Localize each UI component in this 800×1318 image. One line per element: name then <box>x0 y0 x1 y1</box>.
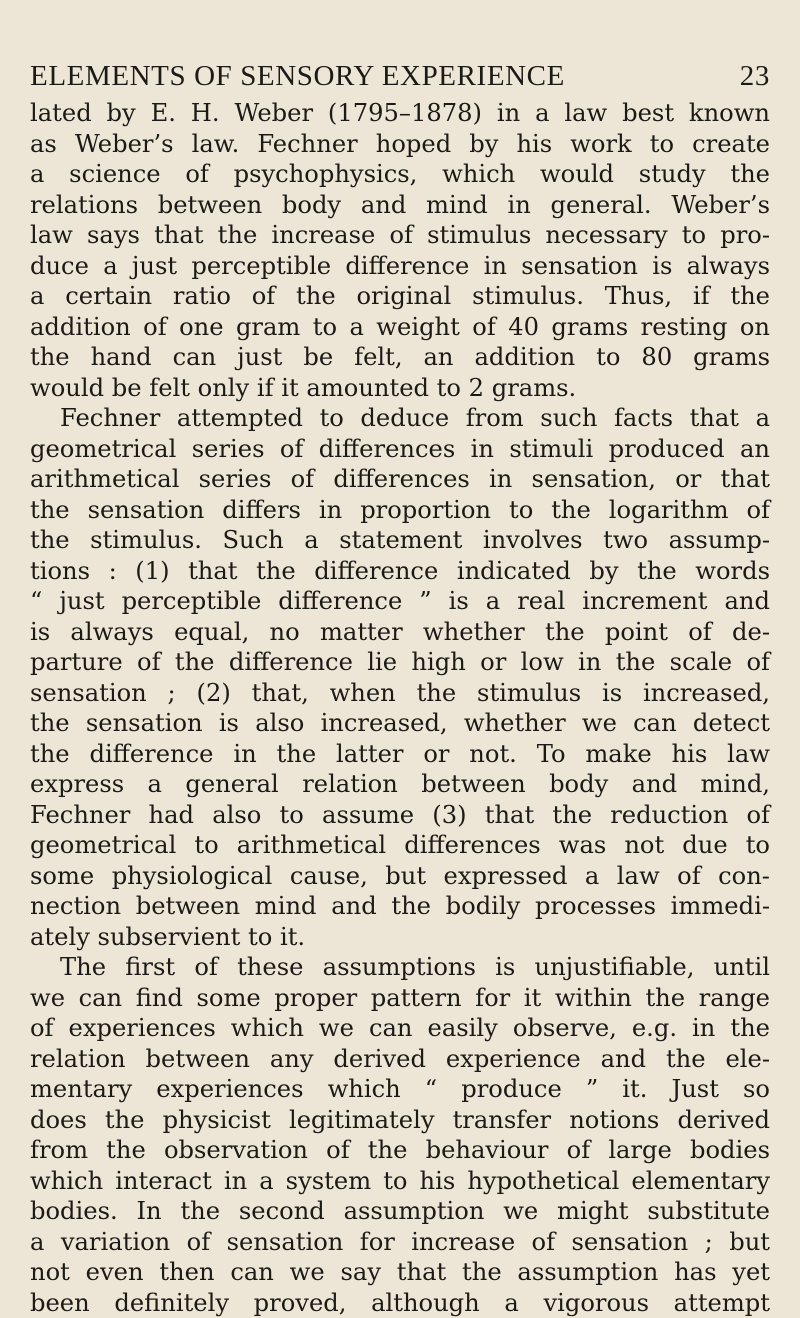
text-line: ately subservient to it. <box>30 922 770 953</box>
text-line: would be felt only if it amounted to 2 grams. <box>30 373 770 404</box>
text-line: nection between mind and the bodily processes immedi- <box>30 891 770 922</box>
text-line: a variation of sensation for increase of sensation ; but <box>30 1227 770 1258</box>
text-line: the stimulus. Such a statement involves two assump- <box>30 525 770 556</box>
text-line: geometrical series of differences in stimuli produced an <box>30 434 770 465</box>
text-line: the sensation differs in proportion to the logarithm of <box>30 495 770 526</box>
text-line: the sensation is also increased, whether we can detect <box>30 708 770 739</box>
text-line: arithmetical series of differences in sensation, or that <box>30 464 770 495</box>
page-number: 23 <box>740 58 770 94</box>
text-line: which interact in a system to his hypothetical elementary <box>30 1166 770 1197</box>
text-line: “ just perceptible difference ” is a real increment and <box>30 586 770 617</box>
text-line: is always equal, no matter whether the point of de- <box>30 617 770 648</box>
text-line: the difference in the latter or not. To make his law <box>30 739 770 770</box>
text-line: parture of the difference lie high or low in the scale of <box>30 647 770 678</box>
text-line: relations between body and mind in general. Weber’s <box>30 190 770 221</box>
text-line: duce a just perceptible difference in sensation is always <box>30 251 770 282</box>
running-title: ELEMENTS OF SENSORY EXPERIENCE <box>30 58 565 94</box>
text-line: bodies. In the second assumption we might substitute <box>30 1196 770 1227</box>
text-line: does the physicist legitimately transfer notions derived <box>30 1105 770 1136</box>
text-line: express a general relation between body and mind, <box>30 769 770 800</box>
text-line: mentary experiences which “ produce ” it. Just so <box>30 1074 770 1105</box>
text-line: addition of one gram to a weight of 40 grams resting on <box>30 312 770 343</box>
text-line: a science of psychophysics, which would study the <box>30 159 770 190</box>
text-line: tions : (1) that the difference indicated by the words <box>30 556 770 587</box>
text-line: the hand can just be felt, an addition to 80 grams <box>30 342 770 373</box>
text-line: a certain ratio of the original stimulus. Thus, if the <box>30 281 770 312</box>
text-line: we can find some proper pattern for it within the range <box>30 983 770 1014</box>
text-line: lated by E. H. Weber (1795–1878) in a law best known <box>30 98 770 129</box>
text-line: some physiological cause, but expressed a law of con- <box>30 861 770 892</box>
text-line: of experiences which we can easily observe, e.g. in the <box>30 1013 770 1044</box>
text-line: been definitely proved, although a vigorous attempt <box>30 1288 770 1318</box>
text-line: The first of these assumptions is unjustifiable, until <box>30 952 770 983</box>
text-line: from the observation of the behaviour of large bodies <box>30 1135 770 1166</box>
text-line: law says that the increase of stimulus necessary to pro- <box>30 220 770 251</box>
text-line: geometrical to arithmetical differences was not due to <box>30 830 770 861</box>
text-line: not even then can we say that the assumption has yet <box>30 1257 770 1288</box>
body-text <box>30 98 770 1318</box>
running-head <box>30 58 770 94</box>
text-line: sensation ; (2) that, when the stimulus is increased, <box>30 678 770 709</box>
text-line: relation between any derived experience and the ele- <box>30 1044 770 1075</box>
text-line: Fechner had also to assume (3) that the reduction of <box>30 800 770 831</box>
text-line: Fechner attempted to deduce from such facts that a <box>30 403 770 434</box>
text-line: as Weber’s law. Fechner hoped by his work to create <box>30 129 770 160</box>
